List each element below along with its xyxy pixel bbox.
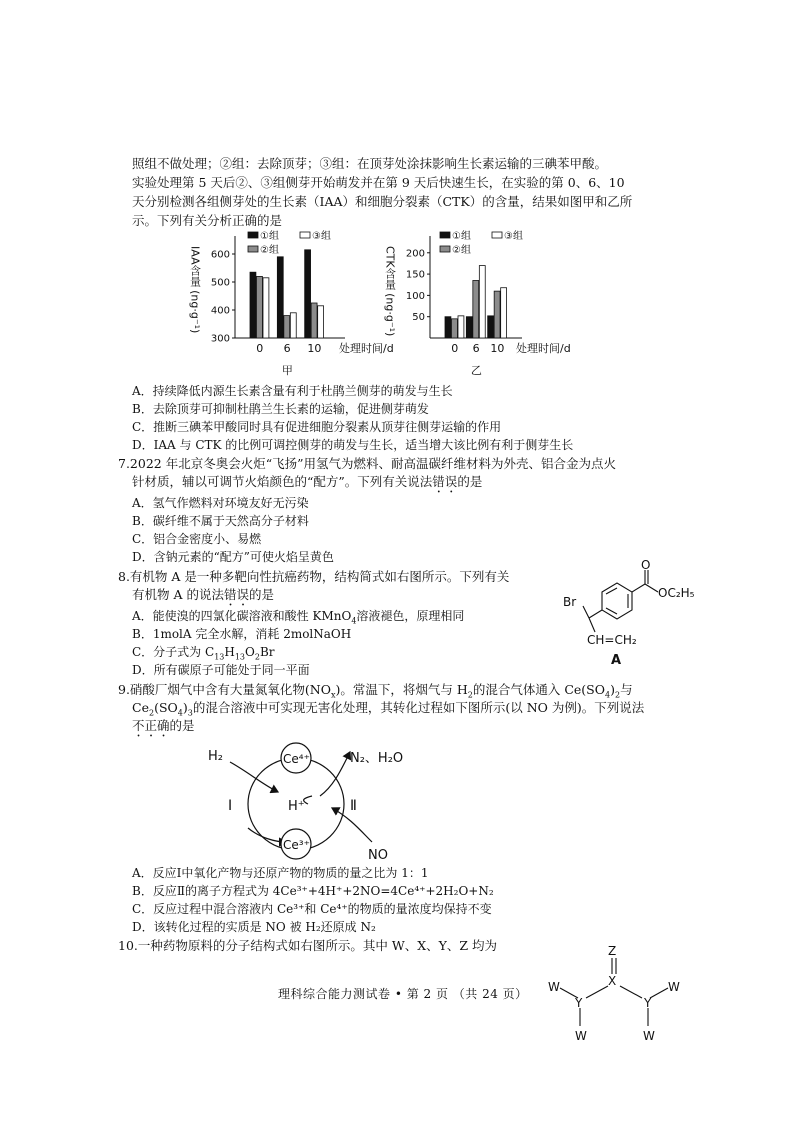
legend-label-1: ①组 (260, 231, 279, 242)
bar-1 (305, 250, 311, 338)
q8-option-a: A．能使溴的四氯化碳溶液和酸性 KMnO$_4$溶液褪色，原理相同 (132, 609, 465, 626)
bar-1 (466, 317, 472, 338)
y-tick-label: 50 (412, 312, 425, 324)
q9-option-a: A．反应Ⅰ中氧化产物与还原产物的物质的量之比为 1：1 (132, 866, 429, 880)
q9-stem-line-2: $Ce_2(SO_4)_3$的混合溶液中可实现无害化处理，其转化过程如下图所示(以 NO 为例)。下列说法 (132, 700, 645, 718)
q8-stem-line-1: 8.有机物 A 是一种多靶向性抗癌药物，结构简式如右图所示。下列有关 (118, 569, 510, 584)
bar-3 (290, 313, 296, 338)
legend-swatch-3 (300, 232, 310, 238)
y-axis-label: CTK含量 (ng·g⁻¹) (383, 246, 397, 337)
emphasis-cuowu: 错误 (223, 587, 249, 602)
bar-2 (494, 291, 500, 338)
q6-option-c: C．推断三碘苯甲酸同时具有促进细胞分裂素从顶芽往侧芽运输的作用 (132, 420, 502, 434)
q7-option-d: D．含钠元素的“配方”可使火焰呈黄色 (132, 550, 334, 564)
w-atom-right-top: W (668, 980, 680, 994)
z-atom: Z (608, 944, 617, 958)
y-tick-label: 150 (405, 269, 425, 281)
bar-1 (277, 257, 283, 338)
bar-1 (445, 317, 451, 338)
q6-intro-line-4: 示。下列有关分析正确的是 (132, 213, 283, 228)
bar-2 (284, 316, 290, 338)
q6-option-a: A．持续降低内源生长素含量有利于杜鹃兰侧芽的萌发与生长 (132, 384, 453, 398)
q6-intro-line-1: 照组不做处理；②组：去除顶芽；③组：在顶芽处涂抹影响生长素运输的三碘苯甲酸。 (132, 156, 608, 171)
legend-label-3: ③组 (312, 231, 331, 242)
w-atom-right-bottom: W (643, 1029, 655, 1043)
q7-option-c: C．铝合金密度小、易燃 (132, 532, 262, 546)
q8-stem-line-2: 有机物 A 的说法错误的是 (132, 587, 275, 602)
y-atom-right: Y (644, 996, 652, 1010)
bar-3 (501, 288, 507, 338)
q8-option-d: D．所有碳原子可能处于同一平面 (132, 663, 310, 677)
w-atom-left-bottom: W (575, 1029, 587, 1043)
y-tick-label: 100 (405, 290, 425, 302)
iaa-ctk-bar-charts (0, 228, 794, 388)
x-tick-label: 10 (307, 342, 322, 355)
x-tick-label: 6 (472, 342, 480, 355)
carbonyl-oxygen-label: O (641, 560, 651, 572)
legend-label-1: ①组 (452, 231, 471, 242)
legend-label-2: ②组 (452, 245, 471, 256)
bar-3 (318, 306, 324, 338)
bar-3 (263, 278, 269, 338)
y-tick-label: 300 (210, 333, 230, 345)
x-axis-label: 处理时间/d (516, 342, 571, 355)
y-tick-label: 600 (210, 249, 230, 261)
bar-2 (452, 319, 458, 338)
x-tick-label: 0 (256, 342, 264, 355)
vinyl-label: CH=CH₂ (587, 633, 637, 647)
q9-stem-line-1: 9.硝酸厂烟气中含有大量氮氧化物$(NO_x)$。常温下，将烟气与 $H_2$的混合气体通入 $Ce(SO_4)_2$与 (118, 682, 633, 700)
q8-option-b: B．1molA 完全水解，消耗 2molNaOH (132, 627, 352, 641)
q10-stem-line-1: 10.一种药物原料的分子结构式如右图所示。其中 W、X、Y、Z 均为 (118, 938, 498, 953)
q6-intro-line-3: 天分别检测各组侧芽处的生长素（IAA）和细胞分裂素（CTK）的含量，结果如图甲和乙所 (132, 194, 633, 209)
emphasis-cuowu: 错误 (432, 474, 458, 489)
w-atom-left-top: W (548, 980, 560, 994)
compound-a-label: A (611, 653, 622, 668)
y-tick-label: 200 (405, 248, 425, 260)
x-atom: X (608, 974, 617, 988)
bar-2 (311, 303, 317, 338)
legend-label-2: ②组 (260, 245, 279, 256)
q7-stem-line-1: 7.2022 年北京冬奥会火炬“飞扬”用氢气为燃料、耐高温碳纤维材料为外壳、铝合金为点火 (118, 456, 616, 471)
q6-option-d: D．IAA 与 CTK 的比例可调控侧芽的萌发与生长，适当增大该比例有利于侧芽生长 (132, 438, 574, 452)
x-axis-label: 处理时间/d (339, 342, 394, 355)
q7-option-a: A．氢气作燃料对环境友好无污染 (132, 496, 309, 510)
no-label: NO (368, 848, 388, 863)
q6-intro-line-2: 实验处理第 5 天后②、③组侧芽开始萌发并在第 9 天后快速生长，在实验的第 0、6、10 (132, 175, 625, 190)
panel-label: 甲 (281, 364, 293, 377)
q9-option-b: B．反应Ⅱ的离子方程式为 4Ce³⁺+4H⁺+2NO=4Ce⁴⁺+2H₂O+N₂ (132, 884, 494, 898)
bar-3 (458, 316, 464, 338)
products-label: N₂、H₂O (350, 751, 404, 766)
x-tick-label: 0 (451, 342, 459, 355)
legend-swatch-2 (248, 246, 258, 252)
y-atom-left: Y (575, 996, 583, 1010)
compound-a-structure (555, 560, 705, 670)
legend-swatch-1 (248, 232, 258, 238)
bar-3 (479, 266, 485, 338)
q7-option-b: B．碳纤维不属于天然高分子材料 (132, 514, 309, 528)
bar-1 (250, 272, 256, 338)
panel-label: 乙 (470, 364, 482, 377)
y-axis-label: IAA含量 (ng·g⁻¹) (188, 246, 202, 334)
bromine-label: Br (563, 595, 577, 609)
legend-swatch-1 (440, 232, 450, 238)
emphasis-buzhengque: 不正确 (132, 718, 170, 733)
y-tick-label: 500 (210, 277, 230, 289)
wxyz-structure (540, 940, 690, 1052)
bar-2 (473, 280, 479, 338)
q7-stem-line-2: 针材质，辅以可调节火焰颜色的“配方”。下列有关说法错误的是 (132, 474, 483, 489)
reaction-ii-label: Ⅱ (350, 798, 357, 814)
ce3-label: Ce³⁺ (283, 838, 310, 852)
q8-option-c: C．分子式为 $C_{13}H_{13}O_2Br$ (132, 645, 275, 662)
legend-label-3: ③组 (504, 231, 523, 242)
q9-option-c: C．反应过程中混合溶液内 Ce³⁺和 Ce⁴⁺的物质的量浓度均保持不变 (132, 902, 492, 916)
x-tick-label: 10 (490, 342, 505, 355)
page-footer: 理科综合能力测试卷 • 第 2 页 （共 24 页） (278, 987, 528, 1001)
hplus-label: H⁺ (288, 799, 305, 814)
h2-label: H₂ (208, 749, 223, 764)
ethoxy-label: OC₂H₅ (658, 586, 695, 600)
q6-option-b: B．去除顶芽可抑制杜鹃兰生长素的运输，促进侧芽萌发 (132, 402, 429, 416)
bar-1 (488, 316, 494, 338)
bar-2 (257, 276, 263, 338)
q9-stem-line-3: 不正确的是 (132, 718, 195, 733)
x-tick-label: 6 (283, 342, 291, 355)
reaction-i-label: Ⅰ (228, 798, 233, 814)
q9-option-d: D．该转化过程的实质是 NO 被 H₂还原成 N₂ (132, 920, 376, 934)
legend-swatch-3 (492, 232, 502, 238)
ce4-label: Ce⁴⁺ (283, 752, 310, 766)
reaction-cycle-diagram (200, 738, 460, 863)
legend-swatch-2 (440, 246, 450, 252)
y-tick-label: 400 (210, 305, 230, 317)
